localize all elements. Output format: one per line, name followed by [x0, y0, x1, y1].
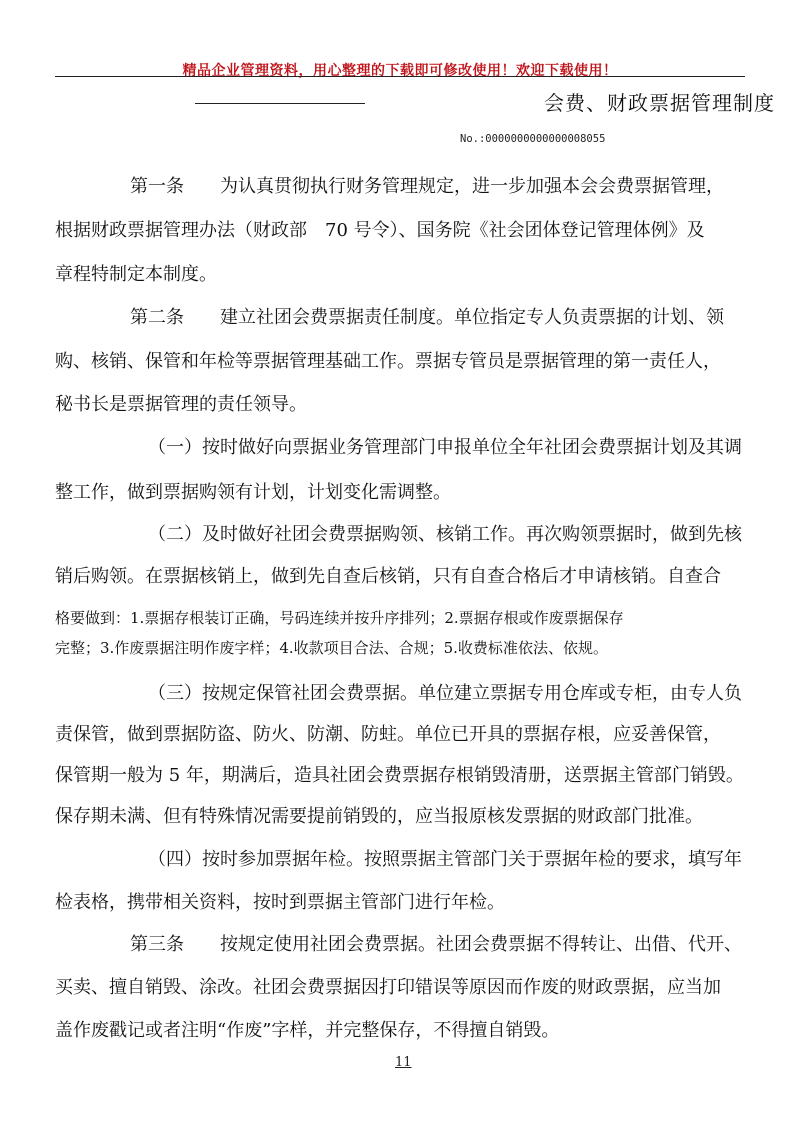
- body-line: 整工作，做到票据购领有计划，计划变化需调整。: [55, 482, 451, 503]
- body-line: 买卖、擅自销毁、涂改。社团会费票据因打印错误等原因而作废的财政票据，应当加: [55, 977, 721, 998]
- body-line: 第三条 按规定使用社团会费票据。社团会费票据不得转让、出借、代开、: [130, 934, 742, 955]
- body-line: 购、核销、保管和年检等票据管理基础工作。票据专管员是票据管理的第一责任人，: [55, 351, 721, 372]
- title-underline: [195, 103, 365, 104]
- body-line: 根据财政票据管理办法（财政部 70 号令）、国务院《社会团体登记管理体例》及: [55, 220, 705, 241]
- body-line: 秘书长是票据管理的责任领导。: [55, 394, 307, 415]
- page-number: 11: [395, 1055, 412, 1070]
- document-number: No.:0000000000000008055: [460, 133, 606, 145]
- body-line: （三）按规定保管社团会费票据。单位建立票据专用仓库或专柜，由专人负: [148, 683, 742, 704]
- body-line: 章程特制定本制度。: [55, 264, 217, 285]
- header-rule: [55, 76, 745, 77]
- body-line: 销后购领。在票据核销上，做到先自查后核销，只有自查合格后才申请核销。自查合: [55, 566, 721, 587]
- body-line: （四）按时参加票据年检。按照票据主管部门关于票据年检的要求，填写年: [148, 849, 742, 870]
- body-line: 责保管，做到票据防盗、防火、防潮、防蛀。单位已开具的票据存根，应妥善保管，: [55, 724, 721, 745]
- body-line: 第二条 建立社团会费票据责任制度。单位指定专人负责票据的计划、领: [130, 307, 724, 328]
- body-line: 完整；3.作废票据注明作废字样；4.收款项目合法、合规；5.收费标准依法、依规。: [55, 639, 608, 657]
- body-line: 盖作废戳记或者注明“作废”字样，并完整保存，不得擅自销毁。: [55, 1020, 560, 1041]
- body-line: 格要做到：1.票据存根装订正确，号码连续并按升序排列；2.票据存根或作废票据保存: [55, 609, 624, 627]
- body-line: 第一条 为认真贯彻执行财务管理规定，进一步加强本会会费票据管理，: [130, 176, 724, 197]
- body-line: （二）及时做好社团会费票据购领、核销工作。再次购领票据时，做到先核: [148, 524, 742, 545]
- body-line: 保存期未满、但有特殊情况需要提前销毁的，应当报原核发票据的财政部门批准。: [55, 806, 703, 827]
- body-line: 保管期一般为 5 年，期满后，造具社团会费票据存根销毁清册，送票据主管部门销毁。: [55, 765, 744, 786]
- header-banner: 精品企业管理资料，用心整理的下载即可修改使用！欢迎下载使用！: [182, 63, 618, 79]
- body-line: （一）按时做好向票据业务管理部门申报单位全年社团会费票据计划及其调: [148, 437, 742, 458]
- body-line: 检表格，携带相关资料，按时到票据主管部门进行年检。: [55, 892, 505, 913]
- document-title: 会费、财政票据管理制度: [544, 91, 775, 115]
